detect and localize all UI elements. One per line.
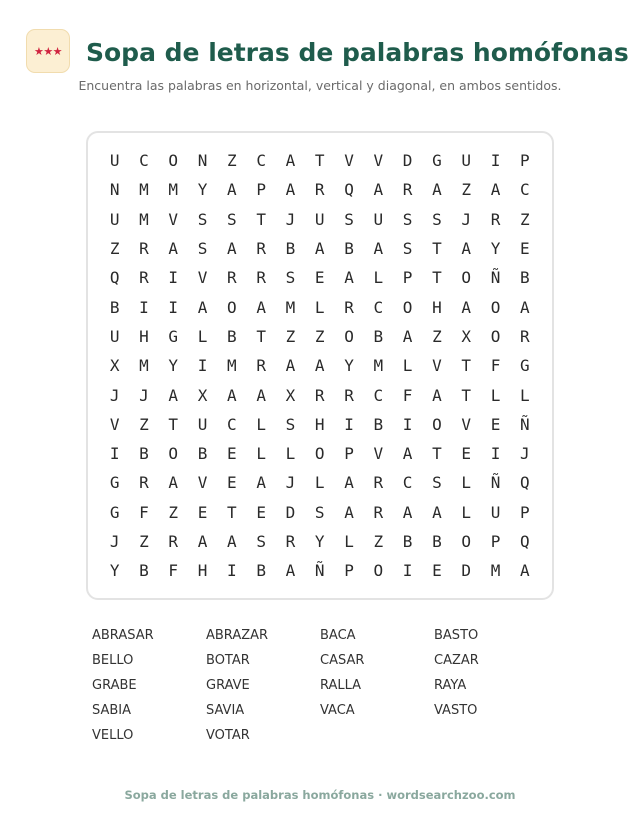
grid-cell[interactable]: Q [519, 532, 530, 551]
grid-cell[interactable]: A [344, 502, 354, 522]
grid-cell[interactable]: J [519, 444, 530, 464]
grid-cell[interactable]: A [197, 532, 208, 551]
grid-cell[interactable]: A [344, 268, 354, 288]
grid-cell[interactable]: I [402, 414, 413, 434]
grid-cell[interactable]: A [402, 444, 413, 464]
grid-cell[interactable]: N [109, 180, 120, 200]
grid-cell[interactable]: A [432, 502, 442, 522]
grid-cell[interactable]: T [432, 444, 442, 464]
grid-cell[interactable]: R [373, 473, 384, 493]
grid-cell[interactable]: C [519, 180, 530, 200]
grid-cell[interactable]: R [344, 385, 354, 405]
grid-cell[interactable]: P [519, 502, 530, 522]
grid-cell[interactable]: M [490, 561, 501, 581]
grid-cell[interactable]: O [432, 414, 442, 434]
grid-cell[interactable]: V [432, 356, 442, 376]
grid-cell[interactable]: V [373, 151, 384, 171]
grid-cell[interactable]: S [227, 209, 237, 229]
grid-cell[interactable]: S [314, 502, 325, 522]
grid-cell[interactable]: I [109, 444, 120, 464]
grid-cell[interactable]: O [344, 326, 354, 346]
page-title: Sopa de letras de palabras homófonas [86, 38, 629, 67]
grid-cell[interactable]: J [109, 532, 120, 551]
grid-cell[interactable]: Y [344, 356, 354, 376]
footer-credit: Sopa de letras de palabras homófonas · wordsearchzoo.com [124, 788, 516, 802]
grid-cell[interactable]: O [402, 297, 413, 317]
grid-cell[interactable]: A [344, 473, 354, 493]
grid-cell[interactable]: Y [197, 180, 208, 200]
grid-cell[interactable]: C [402, 473, 413, 493]
grid-cell[interactable]: J [109, 385, 120, 405]
grid-cell[interactable]: A [227, 239, 237, 259]
grid-cell[interactable]: V [197, 473, 208, 493]
grid-cell[interactable]: S [344, 209, 354, 229]
grid-cell[interactable]: M [139, 180, 149, 200]
grid-cell[interactable]: H [432, 297, 442, 317]
grid-cell[interactable]: O [490, 297, 501, 317]
grid-cell[interactable]: B [344, 239, 354, 259]
word-list-item: BELLO [92, 653, 134, 668]
grid-cell[interactable]: V [461, 414, 472, 434]
grid-cell[interactable]: I [139, 297, 149, 317]
grid-cell[interactable]: S [432, 209, 442, 229]
letter-grid [100, 146, 539, 585]
grid-cell[interactable]: C [139, 151, 149, 171]
grid-cell[interactable]: B [432, 532, 442, 551]
word-list-item: VASTO [434, 703, 478, 718]
grid-cell[interactable]: R [227, 268, 237, 288]
grid-cell[interactable]: T [432, 268, 442, 288]
grid-cell[interactable]: A [256, 297, 266, 317]
grid-cell[interactable]: Z [432, 326, 442, 346]
grid-cell[interactable]: A [432, 385, 442, 405]
grid-cell[interactable]: S [256, 532, 266, 551]
grid-cell[interactable]: T [461, 385, 472, 405]
grid-cell[interactable]: V [197, 268, 208, 288]
grid-cell[interactable]: H [139, 326, 149, 346]
word-list-item: BASTO [434, 628, 479, 643]
grid-cell[interactable]: B [402, 532, 413, 551]
grid-cell[interactable]: Z [139, 532, 149, 551]
grid-cell[interactable]: A [373, 180, 384, 200]
grid-cell[interactable]: T [314, 151, 325, 171]
grid-cell[interactable]: M [373, 356, 384, 376]
grid-cell[interactable]: L [314, 473, 325, 493]
grid-cell[interactable]: L [519, 385, 530, 405]
grid-cell[interactable]: X [109, 356, 120, 376]
grid-cell[interactable]: R [344, 297, 354, 317]
grid-cell[interactable]: D [461, 561, 472, 581]
grid-cell[interactable]: S [197, 239, 208, 259]
grid-cell[interactable]: A [227, 385, 237, 405]
grid-cell[interactable]: A [227, 180, 237, 200]
grid-cell[interactable]: Ñ [519, 414, 530, 434]
word-list-item: GRABE [92, 678, 137, 693]
grid-cell[interactable]: R [139, 268, 149, 288]
grid-cell[interactable]: O [314, 444, 325, 464]
grid-cell[interactable]: I [402, 561, 413, 581]
grid-cell[interactable]: Q [344, 180, 354, 200]
grid-cell[interactable]: R [285, 532, 296, 551]
grid-cell[interactable]: A [373, 239, 384, 259]
grid-cell[interactable]: C [256, 151, 266, 171]
grid-cell[interactable]: N [197, 151, 208, 171]
grid-cell[interactable]: Z [168, 502, 179, 522]
grid-cell[interactable]: A [256, 385, 266, 405]
grid-cell[interactable]: Y [314, 532, 325, 551]
grid-cell[interactable]: E [461, 444, 472, 464]
grid-cell[interactable]: B [373, 326, 384, 346]
grid-cell[interactable]: H [314, 414, 325, 434]
grid-cell[interactable]: Y [490, 239, 501, 259]
grid-cell[interactable]: D [402, 151, 413, 171]
instructions: Encuentra las palabras en horizontal, vertical y diagonal, en ambos sentidos. [78, 78, 562, 93]
word-list-item: VACA [320, 703, 355, 718]
grid-cell[interactable]: V [373, 444, 384, 464]
grid-cell[interactable]: U [314, 209, 325, 229]
grid-cell[interactable]: E [490, 414, 501, 434]
grid-cell[interactable]: P [344, 561, 354, 581]
grid-cell[interactable]: F [402, 385, 413, 405]
grid-cell[interactable]: M [285, 297, 296, 317]
grid-cell[interactable]: B [373, 414, 384, 434]
grid-cell[interactable]: R [490, 209, 501, 229]
grid-cell[interactable]: T [432, 239, 442, 259]
word-list [92, 623, 548, 748]
grid-cell[interactable]: S [432, 473, 442, 493]
grid-cell[interactable]: E [432, 561, 442, 581]
grid-cell[interactable]: A [285, 561, 296, 581]
grid-cell[interactable]: T [461, 356, 472, 376]
grid-cell[interactable]: C [373, 385, 384, 405]
grid-cell[interactable]: G [432, 151, 442, 171]
grid-cell[interactable]: X [285, 385, 296, 405]
word-list-item: BOTAR [206, 653, 250, 668]
grid-cell[interactable]: U [461, 151, 472, 171]
grid-cell[interactable]: B [197, 444, 208, 464]
grid-cell[interactable]: A [168, 473, 179, 493]
grid-cell[interactable]: I [490, 444, 501, 464]
grid-cell[interactable]: B [139, 444, 149, 464]
grid-cell[interactable]: S [197, 209, 208, 229]
grid-cell[interactable]: M [139, 356, 149, 376]
grid-cell[interactable]: L [197, 326, 208, 346]
grid-cell[interactable]: I [168, 268, 179, 288]
grid-cell[interactable]: A [461, 297, 472, 317]
grid-cell[interactable]: L [285, 444, 296, 464]
grid-cell[interactable]: G [109, 473, 120, 493]
grid-cell[interactable]: A [285, 356, 296, 376]
grid-cell[interactable]: R [139, 473, 149, 493]
grid-cell[interactable]: Ñ [490, 268, 501, 288]
grid-cell[interactable]: Z [139, 414, 149, 434]
grid-cell[interactable]: U [197, 414, 208, 434]
grid-cell[interactable]: O [227, 297, 237, 317]
grid-cell[interactable]: R [373, 502, 384, 522]
grid-cell[interactable]: C [227, 414, 237, 434]
grid-cell[interactable]: I [490, 151, 501, 171]
grid-cell[interactable]: A [168, 239, 179, 259]
grid-cell[interactable]: D [285, 502, 296, 522]
grid-cell[interactable]: L [461, 473, 472, 493]
grid-cell[interactable]: A [432, 180, 442, 200]
word-list-item: VOTAR [206, 728, 250, 743]
grid-cell[interactable]: Ñ [314, 561, 325, 581]
grid-cell[interactable]: Z [461, 180, 472, 200]
grid-cell[interactable]: O [373, 561, 384, 581]
word-list-item: RAYA [434, 678, 467, 693]
grid-cell[interactable]: T [256, 209, 266, 229]
word-list-item: CASAR [320, 653, 365, 668]
grid-cell[interactable]: J [285, 209, 296, 229]
grid-cell[interactable]: I [197, 356, 208, 376]
grid-cell[interactable]: R [256, 356, 266, 376]
grid-cell[interactable]: O [461, 268, 472, 288]
grid-cell[interactable]: R [256, 268, 266, 288]
grid-cell[interactable]: A [285, 151, 296, 171]
grid-cell[interactable]: L [490, 385, 501, 405]
grid-cell[interactable]: A [285, 180, 296, 200]
grid-cell[interactable]: J [461, 209, 472, 229]
grid-cell[interactable]: P [519, 151, 530, 171]
grid-cell[interactable]: C [373, 297, 384, 317]
grid-cell[interactable]: A [197, 297, 208, 317]
word-list-item: SAVIA [206, 703, 245, 718]
grid-cell[interactable]: L [314, 297, 325, 317]
grid-cell[interactable]: O [168, 444, 179, 464]
grid-cell[interactable]: T [227, 502, 237, 522]
grid-cell[interactable]: H [197, 561, 208, 581]
grid-cell[interactable]: V [168, 209, 179, 229]
word-list-item: ABRASAR [92, 628, 154, 643]
grid-cell[interactable]: G [519, 356, 530, 376]
grid-cell[interactable]: U [373, 209, 384, 229]
grid-cell[interactable]: F [490, 356, 501, 376]
grid-cell[interactable]: R [402, 180, 413, 200]
three-stars-icon: ★★★ [33, 44, 63, 58]
grid-cell[interactable]: R [314, 385, 325, 405]
grid-cell[interactable]: J [285, 473, 296, 493]
grid-cell[interactable]: I [227, 561, 237, 581]
grid-cell[interactable]: L [256, 444, 266, 464]
grid-cell[interactable]: P [344, 444, 354, 464]
grid-cell[interactable]: I [168, 297, 179, 317]
grid-cell[interactable]: L [344, 532, 354, 551]
grid-cell[interactable]: M [139, 209, 149, 229]
word-list-item: VELLO [92, 728, 134, 743]
grid-cell[interactable]: A [402, 326, 413, 346]
grid-cell[interactable]: E [227, 473, 237, 493]
grid-cell[interactable]: M [168, 180, 179, 200]
word-list-item: CAZAR [434, 653, 479, 668]
grid-cell[interactable]: Z [227, 151, 237, 171]
difficulty-badge [26, 29, 70, 73]
grid-cell[interactable]: Y [168, 356, 179, 376]
grid-cell[interactable]: P [490, 532, 501, 551]
grid-cell[interactable]: E [227, 444, 237, 464]
grid-cell[interactable]: Z [109, 239, 120, 259]
grid-cell[interactable]: F [168, 561, 179, 581]
grid-cell[interactable]: Z [373, 532, 384, 551]
grid-cell[interactable]: B [519, 268, 530, 288]
grid-cell[interactable]: S [285, 414, 296, 434]
grid-cell[interactable]: B [256, 561, 266, 581]
grid-cell[interactable]: S [402, 209, 413, 229]
grid-cell[interactable]: L [402, 356, 413, 376]
grid-cell[interactable]: E [256, 502, 266, 522]
grid-cell[interactable]: U [109, 209, 120, 229]
grid-cell[interactable]: X [461, 326, 472, 346]
grid-cell[interactable]: B [139, 561, 149, 581]
grid-cell[interactable]: Z [285, 326, 296, 346]
grid-cell[interactable]: B [109, 297, 120, 317]
grid-cell[interactable]: J [139, 385, 149, 405]
word-list-item: RALLA [320, 678, 362, 693]
grid-cell[interactable]: S [285, 268, 296, 288]
grid-cell[interactable]: P [402, 268, 413, 288]
grid-cell[interactable]: R [519, 326, 530, 346]
grid-cell[interactable]: A [402, 502, 413, 522]
grid-cell[interactable]: A [227, 532, 237, 551]
grid-cell[interactable]: I [344, 414, 354, 434]
grid-cell[interactable]: G [168, 326, 179, 346]
grid-cell[interactable]: B [227, 326, 237, 346]
grid-cell[interactable]: Y [109, 561, 120, 581]
grid-cell[interactable]: T [256, 326, 266, 346]
grid-cell[interactable]: L [373, 268, 384, 288]
grid-cell[interactable]: Q [519, 473, 530, 493]
grid-cell[interactable]: R [256, 239, 266, 259]
grid-cell[interactable]: Z [314, 326, 325, 346]
grid-cell[interactable]: S [402, 239, 413, 259]
grid-cell[interactable]: O [168, 151, 179, 171]
grid-cell[interactable]: Q [109, 268, 120, 288]
word-list-item: SABIA [92, 703, 132, 718]
grid-cell[interactable]: A [461, 239, 472, 259]
grid-cell[interactable]: G [109, 502, 120, 522]
grid-cell[interactable]: E [314, 268, 325, 288]
grid-cell[interactable]: A [519, 297, 530, 317]
grid-cell[interactable]: E [519, 239, 530, 259]
grid-cell[interactable]: P [256, 180, 266, 200]
grid-cell[interactable]: U [109, 151, 120, 171]
word-list-item: ABRAZAR [206, 628, 269, 643]
grid-cell[interactable]: U [490, 502, 501, 522]
word-list-item: GRAVE [206, 678, 250, 693]
grid-cell[interactable]: Ñ [490, 473, 501, 493]
grid-cell[interactable]: B [285, 239, 296, 259]
grid-cell[interactable]: E [197, 502, 208, 522]
grid-cell[interactable]: T [168, 414, 179, 434]
grid-cell[interactable]: O [490, 326, 501, 346]
grid-cell[interactable]: X [197, 385, 208, 405]
grid-cell[interactable]: A [519, 561, 530, 581]
grid-cell[interactable]: A [490, 180, 501, 200]
grid-cell[interactable]: O [461, 532, 472, 551]
grid-cell[interactable]: A [314, 356, 325, 376]
grid-cell[interactable]: R [139, 239, 149, 259]
grid-cell[interactable]: L [461, 502, 472, 522]
grid-cell[interactable]: A [256, 473, 266, 493]
word-list-item: BACA [320, 628, 356, 643]
grid-cell[interactable]: R [314, 180, 325, 200]
grid-cell[interactable]: V [344, 151, 354, 171]
grid-cell[interactable]: L [256, 414, 266, 434]
grid-cell[interactable]: A [168, 385, 179, 405]
grid-cell[interactable]: M [227, 356, 237, 376]
grid-cell[interactable]: V [109, 414, 120, 434]
grid-cell[interactable]: Z [519, 209, 530, 229]
grid-cell[interactable]: F [139, 502, 149, 522]
grid-cell[interactable]: A [314, 239, 325, 259]
grid-cell[interactable]: R [168, 532, 179, 551]
grid-cell[interactable]: U [109, 326, 120, 346]
